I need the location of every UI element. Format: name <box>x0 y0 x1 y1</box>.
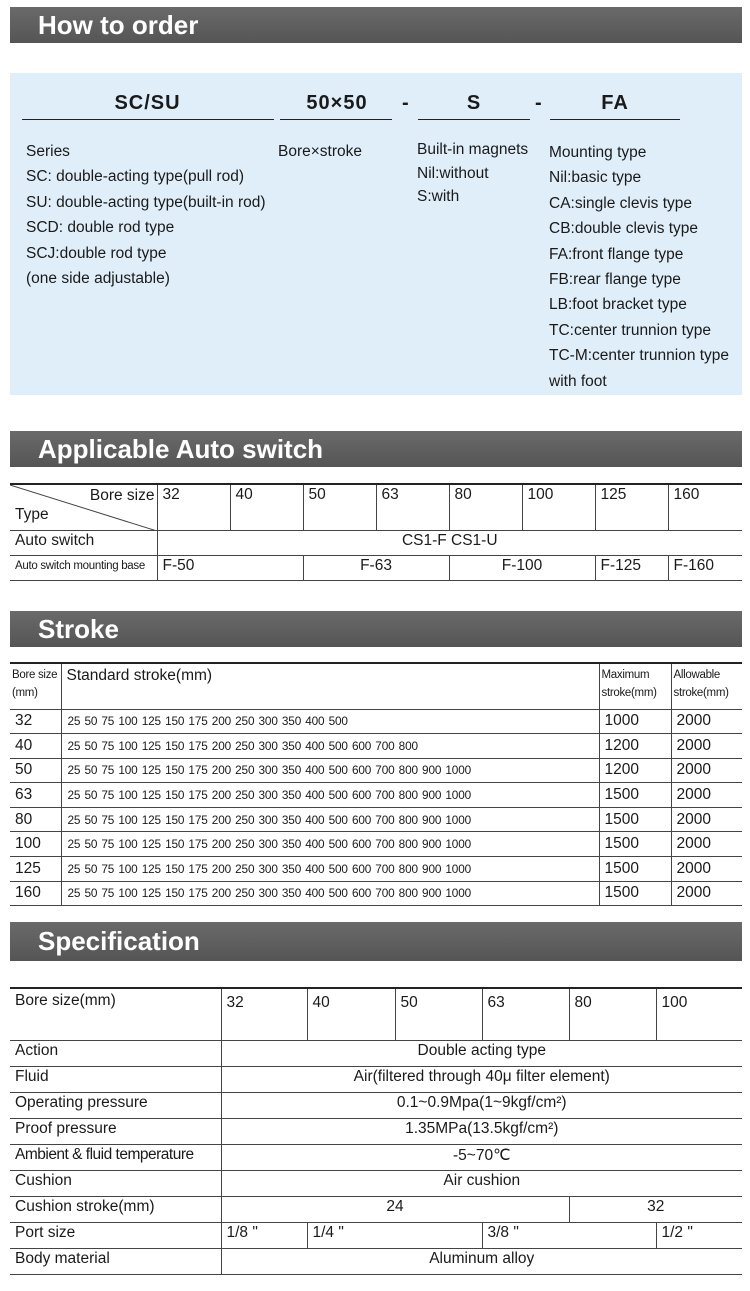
spec-bore-cell: 40 <box>307 988 395 1040</box>
stroke-header: Stroke <box>10 611 742 647</box>
standard-strokes-cell: 25 50 75 100 125 150 175 200 250 300 350 400 500 600 700 800 900 1000 <box>61 758 599 783</box>
series-list <box>26 139 266 291</box>
standard-stroke-header: Standard stroke(mm) <box>61 663 599 709</box>
auto-switch-row <box>10 530 742 555</box>
spec-bore-cell: 80 <box>569 988 656 1040</box>
stroke-bore-cell: 32 <box>10 709 61 734</box>
bore-row <box>10 484 742 530</box>
mounting-item: CA:single clevis type <box>549 194 693 212</box>
mounting-base-cell: F-160 <box>668 555 742 580</box>
bore-cell: 160 <box>668 484 742 530</box>
stroke-row <box>10 807 742 832</box>
allowable-stroke-cell: 2000 <box>671 807 742 832</box>
mounting-item: Nil:basic type <box>549 169 642 187</box>
spec-cushion-stroke-row <box>10 1196 742 1222</box>
spec-port-size-value: 1/8 " <box>221 1222 307 1248</box>
spec-proof-pressure-label: Proof pressure <box>10 1118 221 1144</box>
stroke-row <box>10 881 742 906</box>
spec-port-row <box>10 1222 742 1248</box>
spec-body-material-label: Body material <box>10 1248 221 1274</box>
magnets-list <box>417 138 528 209</box>
spec-port-size-value: 1/2 " <box>656 1222 742 1248</box>
bore-cell: 40 <box>230 484 303 530</box>
bore-cell: 125 <box>595 484 668 530</box>
mounting-item: CB:double clevis type <box>549 220 699 238</box>
maximum-stroke-cell: 1500 <box>599 857 671 882</box>
magnet-underline <box>418 119 530 120</box>
stroke-bore-cell: 125 <box>10 857 61 882</box>
spec-fluid-row <box>10 1066 742 1092</box>
stroke-bore-cell: 63 <box>10 783 61 808</box>
bore-stroke-underline <box>280 119 392 120</box>
allowable-stroke-cell: 2000 <box>671 832 742 857</box>
series-item: SCD: double rod type <box>26 219 175 237</box>
mounting-item: FB:rear flange type <box>549 271 681 289</box>
spec-port-size-value: 1/4 " <box>307 1222 482 1248</box>
stroke-header-row <box>10 663 742 709</box>
bore-cell: 100 <box>522 484 595 530</box>
spec-proof-pressure-value: 1.35MPa(13.5kgf/cm²) <box>221 1118 742 1144</box>
spec-ambient-row <box>10 1144 742 1170</box>
standard-strokes-cell: 25 50 75 100 125 150 175 200 250 300 350 400 500 600 700 800 <box>61 734 599 759</box>
stroke-bore-cell: 100 <box>10 832 61 857</box>
mounting-base-cell: F-63 <box>303 555 449 580</box>
maximum-stroke-cell: 1500 <box>599 832 671 857</box>
spec-operating-pressure-value: 0.1~0.9Mpa(1~9kgf/cm²) <box>221 1092 742 1118</box>
auto-switch-label: Auto switch <box>10 530 157 555</box>
allowable-stroke-header: Allowable stroke(mm) <box>671 663 742 709</box>
stroke-row <box>10 709 742 734</box>
bore-stroke-code: 50×50 <box>306 92 368 114</box>
specification-header: Specification <box>10 922 742 961</box>
spec-action-value: Double acting type <box>221 1040 742 1066</box>
allowable-stroke-cell: 2000 <box>671 758 742 783</box>
mounting-base-cell: F-100 <box>449 555 595 580</box>
dash-1: - <box>402 92 409 114</box>
maximum-stroke-cell: 1500 <box>599 807 671 832</box>
stroke-row <box>10 832 742 857</box>
allowable-stroke-cell: 2000 <box>671 734 742 759</box>
mounting-item: LB:foot bracket type <box>549 296 687 314</box>
spec-op-row <box>10 1092 742 1118</box>
mounting-base-label: Auto switch mounting base <box>10 555 157 580</box>
maximum-stroke-cell: 1200 <box>599 734 671 759</box>
series-item: SC: double-acting type(pull rod) <box>26 168 244 186</box>
dash-2: - <box>535 92 542 114</box>
spec-operating-pressure-label: Operating pressure <box>10 1092 221 1118</box>
spec-proof-row <box>10 1118 742 1144</box>
bore-cell: 50 <box>303 484 376 530</box>
stroke-bore-cell: 40 <box>10 734 61 759</box>
spec-cushion-stroke-value: 24 <box>221 1196 569 1222</box>
spec-bore-cell: 32 <box>221 988 307 1040</box>
allowable-stroke-cell: 2000 <box>671 783 742 808</box>
bore-cell: 32 <box>157 484 230 530</box>
spec-port-size-value: 3/8 " <box>482 1222 656 1248</box>
magnets-label: Built-in magnets <box>417 141 529 158</box>
bore-stroke-label: Bore×stroke <box>278 143 363 160</box>
maximum-stroke-cell: 1000 <box>599 709 671 734</box>
stroke-row <box>10 783 742 808</box>
spec-ambient-label: Ambient & fluid temperature <box>10 1144 221 1170</box>
mounting-underline <box>550 119 680 120</box>
spec-body-row <box>10 1248 742 1274</box>
allowable-stroke-cell: 2000 <box>671 709 742 734</box>
series-label: Series <box>26 143 70 160</box>
stroke-row <box>10 734 742 759</box>
series-item: SU: double-acting type(built-in rod) <box>26 193 266 211</box>
spec-fluid-value: Air(filtered through 40μ filter element) <box>221 1066 742 1092</box>
mounting-base-row <box>10 555 742 580</box>
standard-strokes-cell: 25 50 75 100 125 150 175 200 250 300 350 400 500 600 700 800 900 1000 <box>61 783 599 808</box>
how-to-order-header: How to order <box>10 7 742 43</box>
mounting-item: TC:center trunnion type <box>549 321 711 339</box>
series-item: (one side adjustable) <box>26 270 170 288</box>
mounting-list <box>549 140 729 394</box>
stroke-row <box>10 857 742 882</box>
spec-bore-cell: 63 <box>482 988 569 1040</box>
auto-switch-table <box>10 483 742 581</box>
bore-type-cell <box>10 484 157 530</box>
bore-size-label: Bore size <box>89 487 155 504</box>
spec-cushion-label: Cushion <box>10 1170 221 1196</box>
mounting-code: FA <box>601 92 629 114</box>
bore-size-header: Bore size (mm) <box>10 663 61 709</box>
maximum-stroke-header: Maximum stroke(mm) <box>599 663 671 709</box>
allowable-stroke-cell: 2000 <box>671 881 742 906</box>
spec-bore-cell: 100 <box>656 988 742 1040</box>
maximum-stroke-cell: 1500 <box>599 783 671 808</box>
magnets-item: Nil:without <box>417 164 489 182</box>
stroke-bore-cell: 160 <box>10 881 61 906</box>
stroke-table <box>10 662 742 906</box>
mounting-base-cell: F-50 <box>157 555 303 580</box>
mounting-item: with foot <box>549 372 607 390</box>
bore-cell: 80 <box>449 484 522 530</box>
standard-strokes-cell: 25 50 75 100 125 150 175 200 250 300 350 400 500 600 700 800 900 1000 <box>61 832 599 857</box>
spec-action-label: Action <box>10 1040 221 1066</box>
maximum-stroke-cell: 1200 <box>599 758 671 783</box>
mounting-label: Mounting type <box>549 144 647 161</box>
maximum-stroke-cell: 1500 <box>599 881 671 906</box>
spec-cushion-value: Air cushion <box>221 1170 742 1196</box>
bore-cell: 63 <box>376 484 449 530</box>
spec-cushion-stroke-value: 32 <box>569 1196 742 1222</box>
type-label: Type <box>15 506 49 523</box>
stroke-bore-cell: 50 <box>10 758 61 783</box>
magnet-code: S <box>466 92 482 114</box>
standard-strokes-cell: 25 50 75 100 125 150 175 200 250 300 350 400 500 600 700 800 900 1000 <box>61 881 599 906</box>
mounting-item: TC-M:center trunnion type <box>549 347 730 365</box>
spec-fluid-label: Fluid <box>10 1066 221 1092</box>
standard-strokes-cell: 25 50 75 100 125 150 175 200 250 300 350 400 500 <box>61 709 599 734</box>
spec-bore-label: Bore size(mm) <box>10 988 221 1040</box>
allowable-stroke-cell: 2000 <box>671 857 742 882</box>
spec-bore-cell: 50 <box>395 988 482 1040</box>
mounting-item: FA:front flange type <box>549 245 684 263</box>
series-underline <box>22 119 274 120</box>
stroke-bore-cell: 80 <box>10 807 61 832</box>
mounting-base-cell: F-125 <box>595 555 668 580</box>
spec-port-size-label: Port size <box>10 1222 221 1248</box>
standard-strokes-cell: 25 50 75 100 125 150 175 200 250 300 350 400 500 600 700 800 900 1000 <box>61 857 599 882</box>
auto-switch-header: Applicable Auto switch <box>10 431 742 467</box>
spec-body-material-value: Aluminum alloy <box>221 1248 742 1274</box>
spec-action-row <box>10 1040 742 1066</box>
auto-switch-value: CS1-F CS1-U <box>157 530 742 555</box>
spec-ambient-value: -5~70℃ <box>221 1144 742 1170</box>
spec-bore-row <box>10 988 742 1040</box>
series-item: SCJ:double rod type <box>26 244 167 262</box>
stroke-row <box>10 758 742 783</box>
magnets-item: S:with <box>417 188 460 205</box>
specification-table <box>10 987 742 1275</box>
spec-cushion-stroke-label: Cushion stroke(mm) <box>10 1196 221 1222</box>
standard-strokes-cell: 25 50 75 100 125 150 175 200 250 300 350 400 500 600 700 800 900 1000 <box>61 807 599 832</box>
spec-cushion-row <box>10 1170 742 1196</box>
series-code: SC/SU <box>114 92 181 114</box>
